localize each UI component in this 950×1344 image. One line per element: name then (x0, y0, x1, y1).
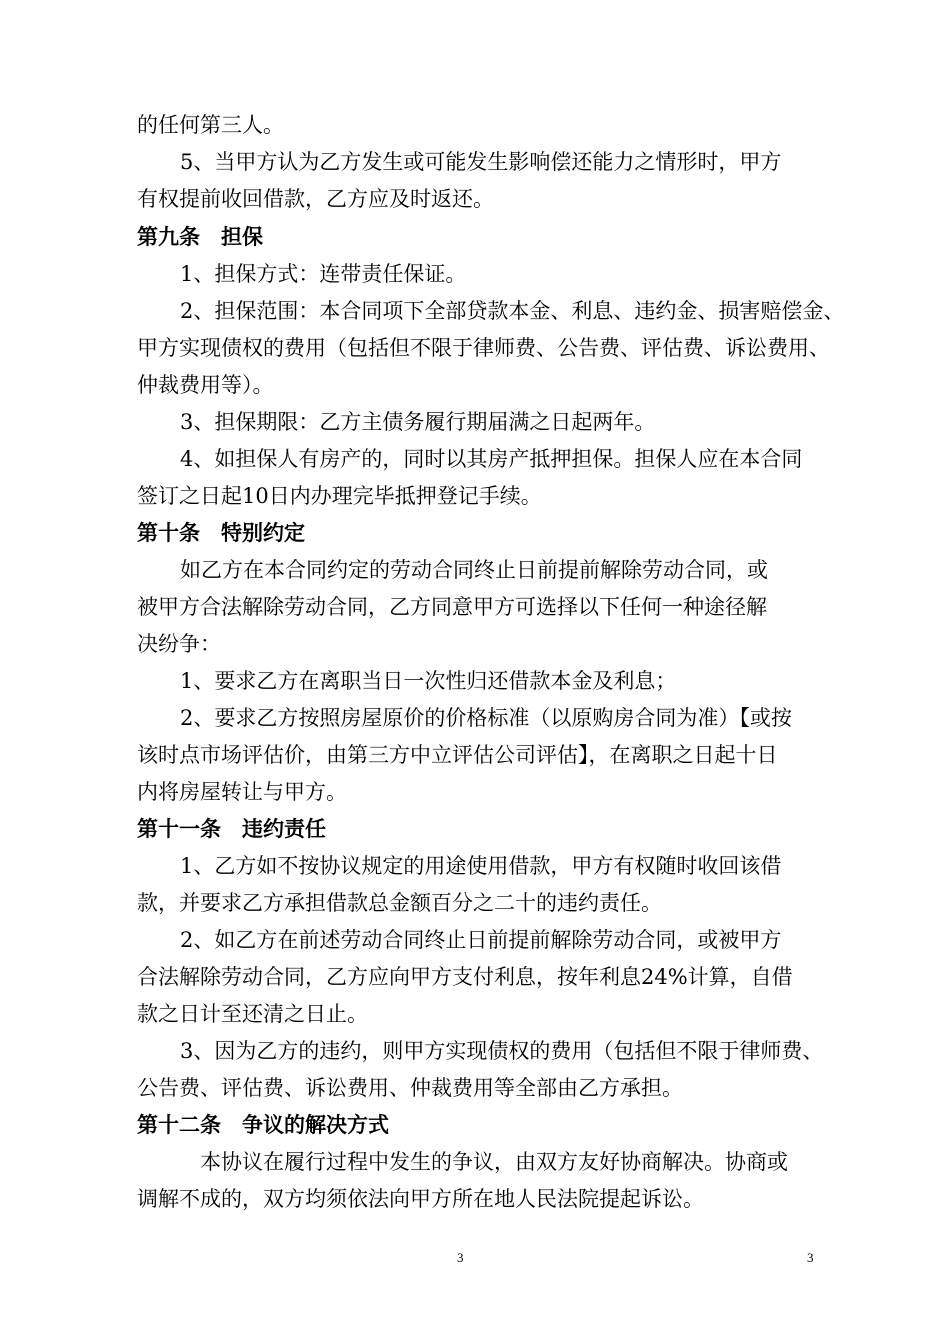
body-line: 仲裁费用等）。 (137, 373, 274, 397)
section-heading: 第十条 特别约定 (137, 521, 305, 545)
body-line: 决纷争： (137, 632, 221, 656)
page-number-center: 3 (457, 1250, 464, 1265)
body-line: 的任何第三人。 (137, 113, 284, 137)
section-heading: 第十二条 争议的解决方式 (137, 1113, 389, 1137)
section-heading: 第十一条 违约责任 (137, 817, 326, 841)
body-line: 1、担保方式：连带责任保证。 (180, 262, 467, 286)
section-heading: 第九条 担保 (137, 225, 263, 249)
body-line: 1、乙方如不按协议规定的用途使用借款，甲方有权随时收回该借 (180, 854, 782, 878)
page-number-right: 3 (807, 1250, 814, 1265)
body-line: 1、要求乙方在离职当日一次性归还借款本金及利息； (180, 669, 677, 693)
body-line: 3、因为乙方的违约，则甲方实现债权的费用（包括但不限于律师费、 (180, 1039, 824, 1063)
body-line: 合法解除劳动合同，乙方应向甲方支付利息，按年利息24%计算，自借 (137, 965, 793, 989)
body-line: 本协议在履行过程中发生的争议，由双方友好协商解决。协商或 (200, 1150, 788, 1174)
body-line: 款，并要求乙方承担借款总金额百分之二十的违约责任。 (137, 891, 662, 915)
body-line: 调解不成的，双方均须依法向甲方所在地人民法院提起诉讼。 (137, 1187, 704, 1211)
body-line: 该时点市场评估价，由第三方中立评估公司评估】，在离职之日起十日 (137, 743, 778, 767)
body-line: 有权提前收回借款，乙方应及时返还。 (137, 187, 494, 211)
body-line: 2、担保范围：本合同项下全部贷款本金、利息、违约金、损害赔偿金、 (180, 299, 845, 323)
body-line: 2、如乙方在前述劳动合同终止日前提前解除劳动合同，或被甲方 (180, 928, 782, 952)
body-line: 款之日计至还清之日止。 (137, 1002, 368, 1026)
body-line: 2、要求乙方按照房屋原价的价格标准（以原购房合同为准）【或按 (180, 706, 792, 730)
body-line: 5、当甲方认为乙方发生或可能发生影响偿还能力之情形时，甲方 (180, 150, 782, 174)
body-line: 如乙方在本合同约定的劳动合同终止日前提前解除劳动合同，或 (180, 558, 768, 582)
body-line: 被甲方合法解除劳动合同，乙方同意甲方可选择以下任何一种途径解 (137, 595, 767, 619)
body-line: 3、担保期限：乙方主债务履行期届满之日起两年。 (180, 410, 656, 434)
body-line: 甲方实现债权的费用（包括但不限于律师费、公告费、评估费、诉讼费用、 (137, 336, 830, 360)
body-line: 签订之日起10日内办理完毕抵押登记手续。 (137, 484, 542, 508)
body-line: 公告费、评估费、诉讼费用、仲裁费用等全部由乙方承担。 (137, 1076, 683, 1100)
body-line: 内将房屋转让与甲方。 (137, 780, 347, 804)
body-line: 4、如担保人有房产的，同时以其房产抵押担保。担保人应在本合同 (180, 447, 803, 471)
